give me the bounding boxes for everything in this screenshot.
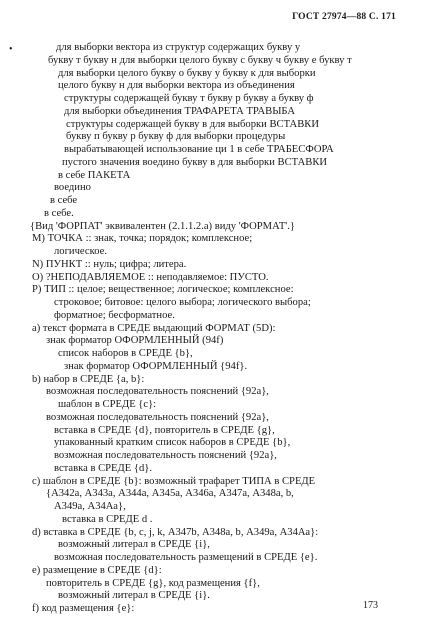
text-line: целого букву н для выборки вектора из объединения	[58, 80, 295, 92]
text-line: список наборов в СРЕДЕ {b},	[58, 348, 193, 359]
text-line: возможный литерал в СРЕДЕ {i}.	[58, 590, 210, 602]
text-line: возможная последовательность пояснений {92a},	[46, 386, 269, 398]
text-line: пустого значения воедино букву в для выборки ВСТАВКИ	[62, 156, 328, 168]
text-line: упакованный кратким список наборов в СРЕДЕ {b},	[54, 437, 291, 449]
page-header: ГОСТ 27974—88 С. 171	[292, 12, 396, 22]
text-line: знак форматор ОФОРМЛЕННЫЙ (94f)	[46, 335, 224, 347]
text-line: Р) ТИП :: целое; вещественное; логическое; комплексное:	[32, 284, 294, 296]
text-line: возможная последовательность пояснений {92a},	[54, 450, 277, 461]
text-line: а) текст формата в СРЕДЕ выдающий ФОРМАТ (5D):	[32, 322, 276, 334]
text-line: возможная последовательность размещений в СРЕДЕ {e}.	[54, 552, 318, 563]
stray-mark: •	[9, 44, 13, 55]
text-line: О) ?НЕПОДАВЛЯЕМОЕ :: неподавляемое: ПУСТО.	[32, 271, 269, 283]
text-line: воедино	[54, 182, 91, 194]
text-line: букву т букву н для выборки целого букву с букву ч букву е букву т	[48, 54, 352, 66]
text-line: вырабатывающей использование ци 1 в себе ТРАБЕСФОРА	[64, 144, 334, 155]
text-line: строковое; битовое: целого выбора; логического выбора;	[54, 297, 311, 308]
text-line: для выборки целого букву о букву у букву к для выборки	[58, 67, 316, 79]
text-line: вставка в СРЕДЕ d .	[62, 513, 153, 525]
text-line: в себе ПАКЕТА	[58, 169, 131, 181]
text-line: f) код размещения {e}:	[32, 603, 135, 614]
text-line: {Вид 'ФОРПАТ' эквивалентен (2.1.1.2.a) виду 'ФОРМАТ'.}	[30, 220, 295, 232]
text-line: вставка в СРЕДЕ {d}, повторитель в СРЕДЕ {g},	[54, 424, 275, 436]
text-line: вставка в СРЕДЕ {d}.	[54, 462, 152, 474]
text-line: для выборки объединения ТРАФАРЕТА ТРАВЫБА	[64, 105, 296, 117]
text-line: N) ПУНКТ :: нуль; цифра; литера.	[32, 258, 187, 270]
text-line: е) размещение в СРЕДЕ {d}:	[32, 564, 162, 576]
text-line: повторитель в СРЕДЕ {g}, код размещения {f},	[46, 577, 260, 589]
text-line: знак форматор ОФОРМЛЕННЫЙ {94f}.	[64, 360, 248, 372]
text-line: для выборки вектора из структур содержащих букву у	[56, 42, 301, 53]
text-line: структуры содержащей букву т букву р букву а букву ф	[64, 93, 314, 104]
text-line: возможный литерал в СРЕДЕ {i},	[58, 539, 210, 551]
text-line: А349а, А34Аа},	[54, 501, 126, 512]
text-line: шаблон в СРЕДЕ {c}:	[58, 399, 157, 410]
text-line: структуры содержащей букву в для выборки ВСТАВКИ	[66, 118, 319, 130]
text-line: М) ТОЧКА :: знак, точка; порядок; комплексное;	[32, 233, 253, 245]
page-number: 173	[363, 600, 378, 611]
text-line: {А342а, А343а, А344а, А345а, А346а, А347а, А348а, b,	[46, 488, 294, 500]
text-line: форматное; бесформатное.	[54, 309, 175, 321]
text-line: d) вставка в СРЕДЕ {b, c, j, k, А347b, А348а, b, А349а, А34Аа}:	[32, 526, 319, 538]
text-line: с) шаблон в СРЕДЕ {b}: возможный трафарет ТИПА в СРЕДЕ	[32, 475, 316, 487]
text-line: букву п букву р букву ф для выборки процедуры	[66, 131, 286, 143]
text-line: в себе.	[44, 207, 74, 219]
text-line: логическое.	[54, 246, 107, 257]
text-line: в себе	[50, 195, 78, 206]
text-line: возможная последовательность пояснений {92a},	[46, 411, 269, 423]
text-line: b) набор в СРЕДЕ {a, b}:	[32, 373, 145, 385]
